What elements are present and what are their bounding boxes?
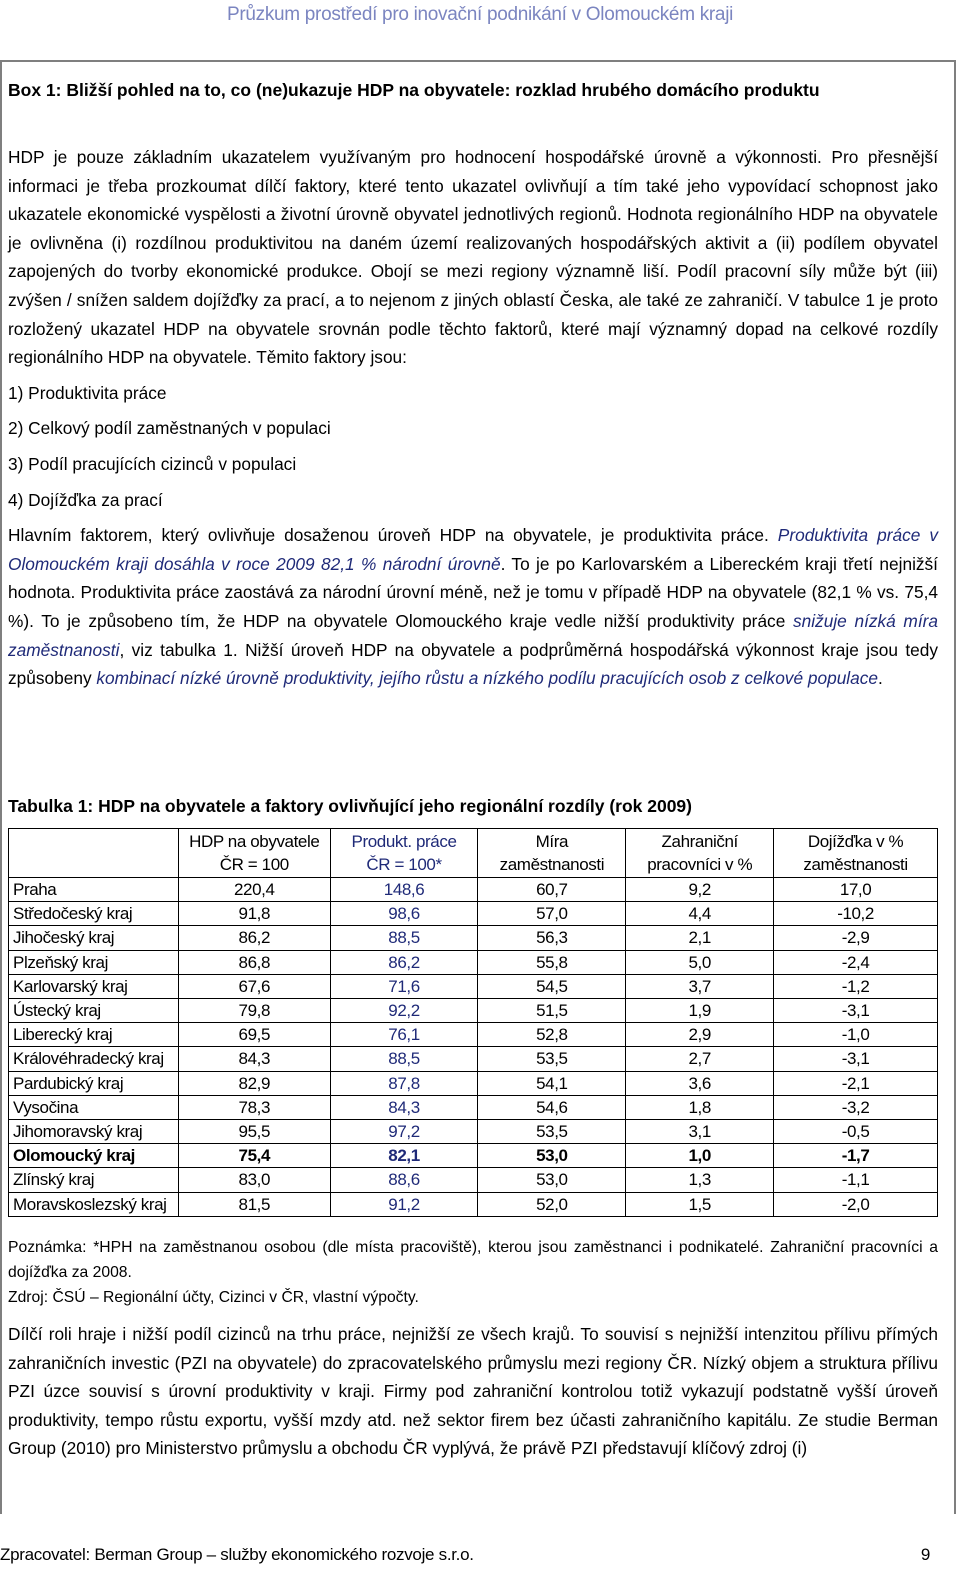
row-value-cell: 88,5 <box>330 1047 478 1071</box>
table-row <box>9 950 938 974</box>
header-hdp-line2: ČR = 100 <box>219 855 289 874</box>
row-value-cell: 60,7 <box>478 878 626 902</box>
box-title: Box 1: Bližší pohled na to, co (ne)ukazuje HDP na obyvatele: rozklad hrubého domácího produktu <box>8 80 820 100</box>
row-value-cell: 84,3 <box>178 1047 330 1071</box>
row-value-cell: 97,2 <box>330 1120 478 1144</box>
row-value-cell: 79,8 <box>178 999 330 1023</box>
row-value-cell: 1,0 <box>626 1144 774 1168</box>
header-hdp <box>178 829 330 878</box>
p2-emphasis-combination: kombinací nízké úrovně produktivity, jejího růstu a nízkého podílu pracujících osob z celkové populace <box>96 668 879 689</box>
p2-emphasis-employment: snižuje nízká míra zaměstnanosti <box>8 610 938 660</box>
row-value-cell: 92,2 <box>330 999 478 1023</box>
table-header-row <box>9 829 938 878</box>
header-commute-line2: zaměstnanosti <box>803 855 908 874</box>
row-value-cell: -1,2 <box>774 974 938 998</box>
row-value-cell: 54,5 <box>478 974 626 998</box>
box-paragraph-1: HDP je pouze základním ukazatelem využívaným pro hodnocení hospodářské úrovně a výkonnosti. Pro přesnější informaci je třeba prozkoumat dílčí faktory, které tento ukazatel ovlivňují a tím také jeho vypovídací schopnost jako ukazatele ekonomické vyspělosti a životní úrovně obyvatel jednotlivých regionů. Hodnota regionálního HDP na obyvatele je ovlivněna (i) rozdílnou produktivitou na daném území realizovaných hospodářských aktivit a (ii) podílem obyvatel zapojených do tvorby ekonomické produkce. Obojí se mezi regiony významně liší. Podíl pracovní síly může být (iii) zvýšen / snížen saldem dojížďky za prací, a to nejenom z jiných oblastí Česka, ale také ze zahraničí. V tabulce 1 je proto rozložený ukazatel HDP na obyvatele srovnán podle těchto faktorů, které mají významný dopad na celkové rozdíly regionálního HDP na obyvatele. Těmito faktory jsou: <box>8 147 938 368</box>
closing-section <box>8 1320 938 1463</box>
table-row <box>9 999 938 1023</box>
row-value-cell: 17,0 <box>774 878 938 902</box>
row-value-cell: 75,4 <box>178 1144 330 1168</box>
row-region-name: Středočeský kraj <box>9 902 179 926</box>
factor-3: 3) Podíl pracujících cizinců v populaci <box>8 453 297 474</box>
row-region-name: Liberecký kraj <box>9 1023 179 1047</box>
table-row <box>9 1071 938 1095</box>
table-row <box>9 1120 938 1144</box>
row-value-cell: 91,8 <box>178 902 330 926</box>
table-title: Tabulka 1: HDP na obyvatele a faktory ovlivňující jeho regionální rozdíly (rok 2009) <box>8 796 692 816</box>
row-value-cell: 9,2 <box>626 878 774 902</box>
p2-text-a: Hlavním faktorem, který ovlivňuje dosaženou úroveň HDP na obyvatele, je produktivita práce. <box>8 525 778 546</box>
row-value-cell: -3,1 <box>774 1047 938 1071</box>
row-region-name: Královéhradecký kraj <box>9 1047 179 1071</box>
row-value-cell: 88,5 <box>330 926 478 950</box>
page-header-title: Průzkum prostředí pro inovační podnikání v Olomouckém kraji <box>226 4 734 25</box>
row-value-cell: 67,6 <box>178 974 330 998</box>
row-value-cell: 1,5 <box>626 1192 774 1216</box>
row-value-cell: 1,8 <box>626 1095 774 1119</box>
row-value-cell: 220,4 <box>178 878 330 902</box>
row-region-name: Ústecký kraj <box>9 999 179 1023</box>
row-value-cell: 82,9 <box>178 1071 330 1095</box>
row-value-cell: -2,9 <box>774 926 938 950</box>
row-region-name: Praha <box>9 878 179 902</box>
row-value-cell: 71,6 <box>330 974 478 998</box>
row-value-cell: -3,2 <box>774 1095 938 1119</box>
row-value-cell: 69,5 <box>178 1023 330 1047</box>
table-row <box>9 1023 938 1047</box>
row-value-cell: 86,2 <box>178 926 330 950</box>
row-region-name: Karlovarský kraj <box>9 974 179 998</box>
row-value-cell: 53,0 <box>478 1168 626 1192</box>
p2-text-e: , viz tabulka 1. Nižší úroveň HDP na obyvatele a podprůměrná hospodářská výkonnost kraje jsou tedy způsobeny <box>8 639 938 689</box>
row-value-cell: 3,7 <box>626 974 774 998</box>
header-employment <box>478 829 626 878</box>
row-value-cell: 55,8 <box>478 950 626 974</box>
table-row <box>9 1192 938 1216</box>
row-value-cell: -2,1 <box>774 1071 938 1095</box>
table-note: Poznámka: *HPH na zaměstnanou osobou (dle místa pracoviště), kterou jsou zaměstnanci i podnikatelé. Zahraniční pracovníci a dojížďka za 2008. <box>8 1239 938 1281</box>
row-value-cell: 54,1 <box>478 1071 626 1095</box>
header-productivity <box>330 829 478 878</box>
row-value-cell: 95,5 <box>178 1120 330 1144</box>
table-row <box>9 902 938 926</box>
row-region-name: Moravskoslezský kraj <box>9 1192 179 1216</box>
row-value-cell: 2,7 <box>626 1047 774 1071</box>
row-value-cell: -1,7 <box>774 1144 938 1168</box>
table-row <box>9 926 938 950</box>
header-hdp-line1: HDP na obyvatele <box>189 832 320 851</box>
row-value-cell: 88,6 <box>330 1168 478 1192</box>
footer-page-number: 9 <box>920 1545 930 1564</box>
p2-text-g: . <box>878 668 883 689</box>
row-value-cell: -0,5 <box>774 1120 938 1144</box>
header-productivity-line1: Produkt. práce <box>351 832 457 851</box>
table-row <box>9 1095 938 1119</box>
header-commute <box>774 829 938 878</box>
table-notes <box>8 1235 938 1310</box>
row-value-cell: 98,6 <box>330 902 478 926</box>
factor-2: 2) Celkový podíl zaměstnaných v populaci <box>8 418 331 439</box>
row-region-name: Jihočeský kraj <box>9 926 179 950</box>
header-employment-line1: Míra <box>535 832 569 851</box>
row-value-cell: 53,5 <box>478 1047 626 1071</box>
row-value-cell: 52,8 <box>478 1023 626 1047</box>
closing-paragraph: Dílčí roli hraje i nižší podíl cizinců na trhu práce, nejnižší ze všech krajů. To souvisí s nejnižší intenzitou přílivu přímých zahraničních investic (PZI na obyvatele) do zpracovatelského průmyslu mezi regiony ČR. Nízký objem a struktura přílivu PZI úzce souvisí s úrovní produktivity v kraji. Firmy pod zahraniční kontrolou totiž vykazují podstatně vyšší úroveň produktivity, tempo růstu exportu, vyšší mzdy atd. než sektor firem bez účasti zahraničního kapitálu. Ze studie Berman Group (2010) pro Ministerstvo průmyslu a obchodu ČR vyplývá, že právě PZI představují klíčový zdroj (i) <box>8 1324 938 1459</box>
row-value-cell: -1,0 <box>774 1023 938 1047</box>
row-value-cell: 53,5 <box>478 1120 626 1144</box>
data-table <box>8 828 938 1217</box>
table-row <box>9 1144 938 1168</box>
box-content <box>8 143 938 693</box>
row-region-name: Pardubický kraj <box>9 1071 179 1095</box>
row-value-cell: 148,6 <box>330 878 478 902</box>
header-commute-line1: Dojížďka v % <box>807 832 904 851</box>
table-source: Zdroj: ČSÚ – Regionální účty, Cizinci v ČR, vlastní výpočty. <box>8 1289 419 1306</box>
row-value-cell: 1,3 <box>626 1168 774 1192</box>
row-value-cell: 87,8 <box>330 1071 478 1095</box>
row-value-cell: 54,6 <box>478 1095 626 1119</box>
p2-emphasis-productivity: Produktivita práce v Olomouckém kraji dosáhla v roce 2009 82,1 % národní úrovně <box>8 525 938 574</box>
table-row <box>9 878 938 902</box>
table-row <box>9 1047 938 1071</box>
row-region-name: Jihomoravský kraj <box>9 1120 179 1144</box>
row-value-cell: 4,4 <box>626 902 774 926</box>
row-value-cell: -2,0 <box>774 1192 938 1216</box>
row-value-cell: 83,0 <box>178 1168 330 1192</box>
row-value-cell: 3,1 <box>626 1120 774 1144</box>
row-region-name: Zlínský kraj <box>9 1168 179 1192</box>
row-value-cell: -3,1 <box>774 999 938 1023</box>
row-value-cell: -10,2 <box>774 902 938 926</box>
row-value-cell: 1,9 <box>626 999 774 1023</box>
header-empty <box>9 829 179 878</box>
row-value-cell: 52,0 <box>478 1192 626 1216</box>
row-value-cell: 2,9 <box>626 1023 774 1047</box>
table-row <box>9 974 938 998</box>
header-employment-line2: zaměstnanosti <box>499 855 605 874</box>
row-value-cell: 81,5 <box>178 1192 330 1216</box>
row-value-cell: -2,4 <box>774 950 938 974</box>
row-value-cell: 51,5 <box>478 999 626 1023</box>
row-value-cell: 86,2 <box>330 950 478 974</box>
row-value-cell: 78,3 <box>178 1095 330 1119</box>
table-row <box>9 1168 938 1192</box>
factor-1: 1) Produktivita práce <box>8 382 167 403</box>
row-value-cell: 76,1 <box>330 1023 478 1047</box>
row-value-cell: 86,8 <box>178 950 330 974</box>
footer-author: Zpracovatel: Berman Group – služby ekonomického rozvoje s.r.o. <box>0 1545 474 1564</box>
row-value-cell: 84,3 <box>330 1095 478 1119</box>
row-value-cell: 56,3 <box>478 926 626 950</box>
factor-4: 4) Dojížďka za prací <box>8 489 163 510</box>
row-value-cell: 91,2 <box>330 1192 478 1216</box>
header-foreign-line1: Zahraniční <box>661 832 738 851</box>
row-value-cell: 53,0 <box>478 1144 626 1168</box>
row-value-cell: 2,1 <box>626 926 774 950</box>
header-foreign <box>626 829 774 878</box>
p2-text-c: . To je po Karlovarském a Libereckém kraji třetí nejnižší hodnota. Produktivita práce zaostává za národní úrovní méně, než je tomu v případě HDP na obyvatele (82,1 % vs. 75,4 %). To je způsobeno tím, že HDP na obyvatele Olomouckého kraje vedle nižší produktivity práce <box>8 553 938 631</box>
row-value-cell: 82,1 <box>330 1144 478 1168</box>
header-productivity-line2: ČR = 100* <box>366 855 442 874</box>
row-value-cell: -1,1 <box>774 1168 938 1192</box>
row-value-cell: 57,0 <box>478 902 626 926</box>
row-region-name: Plzeňský kraj <box>9 950 179 974</box>
row-region-name: Vysočina <box>9 1095 179 1119</box>
row-value-cell: 3,6 <box>626 1071 774 1095</box>
box-paragraph-2 <box>8 521 938 693</box>
header-foreign-line2: pracovníci v % <box>647 855 753 874</box>
row-value-cell: 5,0 <box>626 950 774 974</box>
row-region-name: Olomoucký kraj <box>9 1144 179 1168</box>
